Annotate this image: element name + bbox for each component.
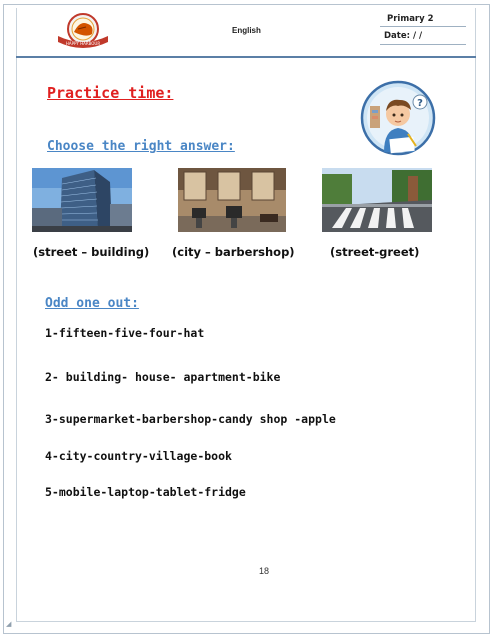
school-logo bbox=[50, 12, 116, 52]
question-item-2: 2- building- house- apartment-bike bbox=[45, 370, 281, 384]
subject-label: English bbox=[232, 26, 261, 35]
choose-answer-heading: Choose the right answer: bbox=[47, 139, 235, 154]
grade-label: Primary 2 bbox=[387, 14, 434, 24]
odd-one-out-heading: Odd one out: bbox=[45, 296, 139, 311]
answer-option-3: (street-greet) bbox=[330, 245, 420, 259]
question-mark: ? bbox=[417, 98, 423, 109]
logo-caption: HAPPY HARBOUR bbox=[65, 41, 101, 46]
date-label: Date: / / bbox=[384, 31, 423, 41]
corner-mark-icon: ◢ bbox=[6, 620, 12, 628]
header-divider bbox=[16, 56, 476, 58]
date-underline bbox=[380, 44, 466, 45]
answer-option-2: (city – barbershop) bbox=[172, 245, 295, 259]
page-number: 18 bbox=[259, 566, 270, 576]
question-item-3: 3-supermarket-barbershop-candy shop -apple bbox=[45, 412, 336, 426]
boy-writing-question-icon bbox=[356, 80, 442, 156]
barbershop-photo bbox=[178, 168, 286, 232]
grade-underline bbox=[380, 26, 466, 27]
question-item-5: 5-mobile-laptop-tablet-fridge bbox=[45, 485, 246, 499]
question-item-1: 1-fifteen-five-four-hat bbox=[45, 326, 205, 340]
office-building-photo bbox=[32, 168, 132, 232]
practice-title: Practice time: bbox=[47, 84, 174, 102]
street-crosswalk-photo bbox=[322, 168, 432, 232]
question-item-4: 4-city-country-village-book bbox=[45, 449, 232, 463]
answer-option-1: (street – building) bbox=[33, 245, 150, 259]
